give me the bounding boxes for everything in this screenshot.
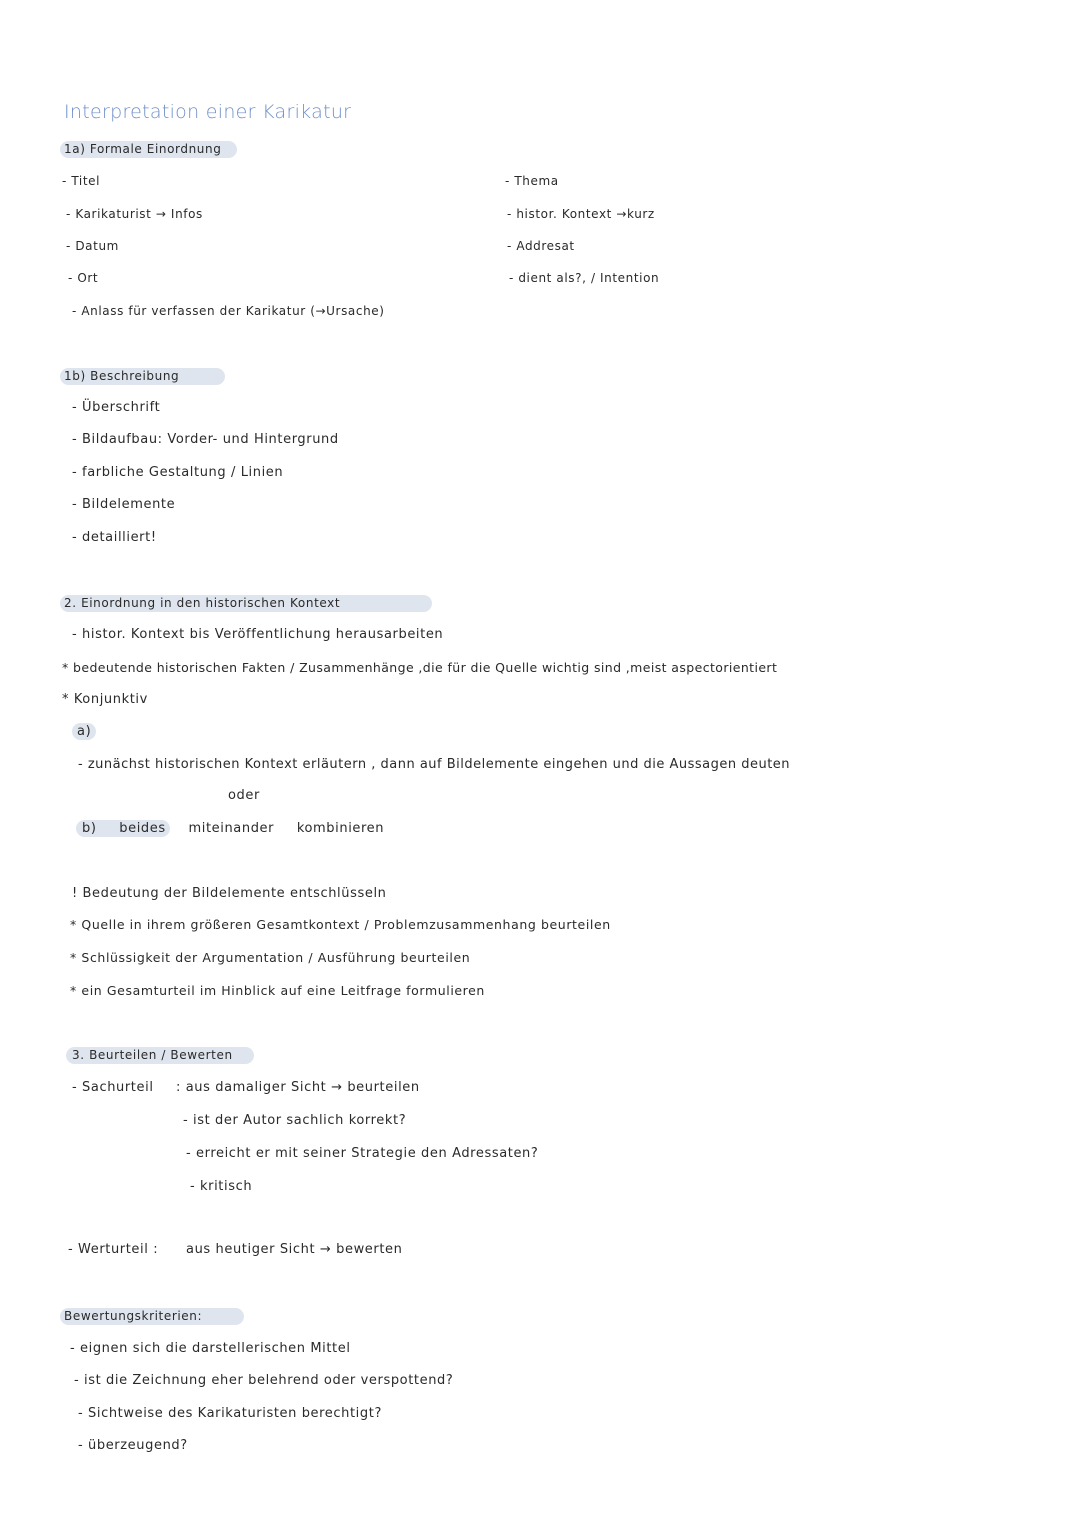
list-item: - Thema xyxy=(505,174,559,188)
list-item: - Titel xyxy=(62,174,101,188)
list-item: - Bildaufbau: Vorder- und Hintergrund xyxy=(72,432,339,447)
text-line: * ein Gesamturteil im Hinblick auf eine Leitfrage formulieren xyxy=(70,983,485,998)
text-line: - erreicht er mit seiner Strategie den Adressaten? xyxy=(186,1146,539,1161)
list-item: - Ort xyxy=(68,271,99,285)
section-1a-heading: 1a) Formale Einordnung xyxy=(64,142,222,156)
list-item: - histor. Kontext →kurz xyxy=(507,207,655,221)
text-line: : aus damaliger Sicht → beurteilen xyxy=(176,1080,420,1095)
list-item: - Datum xyxy=(66,239,119,253)
section-2-heading: 2. Einordnung in den historischen Kontext xyxy=(64,596,341,610)
list-item: - Sichtweise des Karikaturisten berechtigt? xyxy=(78,1406,382,1421)
section-3-heading: 3. Beurteilen / Bewerten xyxy=(72,1048,233,1062)
list-item: - Anlass für verfassen der Karikatur (→Ursache) xyxy=(72,304,385,318)
text-line: b) beides miteinander kombinieren xyxy=(82,821,385,836)
list-item: - farbliche Gestaltung / Linien xyxy=(72,465,284,480)
criteria-heading: Bewertungskriterien: xyxy=(64,1309,203,1323)
list-item: - detailliert! xyxy=(72,530,157,545)
list-item: - Überschrift xyxy=(72,400,161,415)
text-line: oder xyxy=(228,788,260,803)
list-item: - dient als?, / Intention xyxy=(509,271,660,285)
text-line: * Konjunktiv xyxy=(62,692,148,707)
text-line: * Schlüssigkeit der Argumentation / Ausführung beurteilen xyxy=(70,950,471,965)
option-a-label: a) xyxy=(77,724,92,739)
text-line: * bedeutende historischen Fakten / Zusammenhänge ,die für die Quelle wichtig sind ,meist aspectorientiert xyxy=(62,660,778,675)
text-line: ! Bedeutung der Bildelemente entschlüsseln xyxy=(72,886,387,901)
list-item: - ist die Zeichnung eher belehrend oder verspottend? xyxy=(74,1373,454,1388)
page-title: Interpretation einer Karikatur xyxy=(64,101,352,123)
text-line: - kritisch xyxy=(190,1179,253,1194)
text-line: - histor. Kontext bis Veröffentlichung herausarbeiten xyxy=(72,627,444,642)
text-line: * Quelle in ihrem größeren Gesamtkontext / Problemzusammenhang beurteilen xyxy=(70,917,611,932)
list-item: - überzeugend? xyxy=(78,1438,188,1453)
text-line: aus heutiger Sicht → bewerten xyxy=(186,1242,403,1257)
list-item: - Karikaturist → Infos xyxy=(66,207,203,221)
text-line: - Werturteil : xyxy=(68,1242,159,1257)
list-item: - Addresat xyxy=(507,239,575,253)
list-item: - Bildelemente xyxy=(72,497,176,512)
list-item: - eignen sich die darstellerischen Mittel xyxy=(70,1341,351,1356)
text-line: - zunächst historischen Kontext erläutern , dann auf Bildelemente eingehen und die Aussagen deuten xyxy=(78,757,791,772)
section-1b-heading: 1b) Beschreibung xyxy=(64,369,180,383)
text-line: - ist der Autor sachlich korrekt? xyxy=(183,1113,407,1128)
text-line: - Sachurteil xyxy=(72,1080,154,1095)
